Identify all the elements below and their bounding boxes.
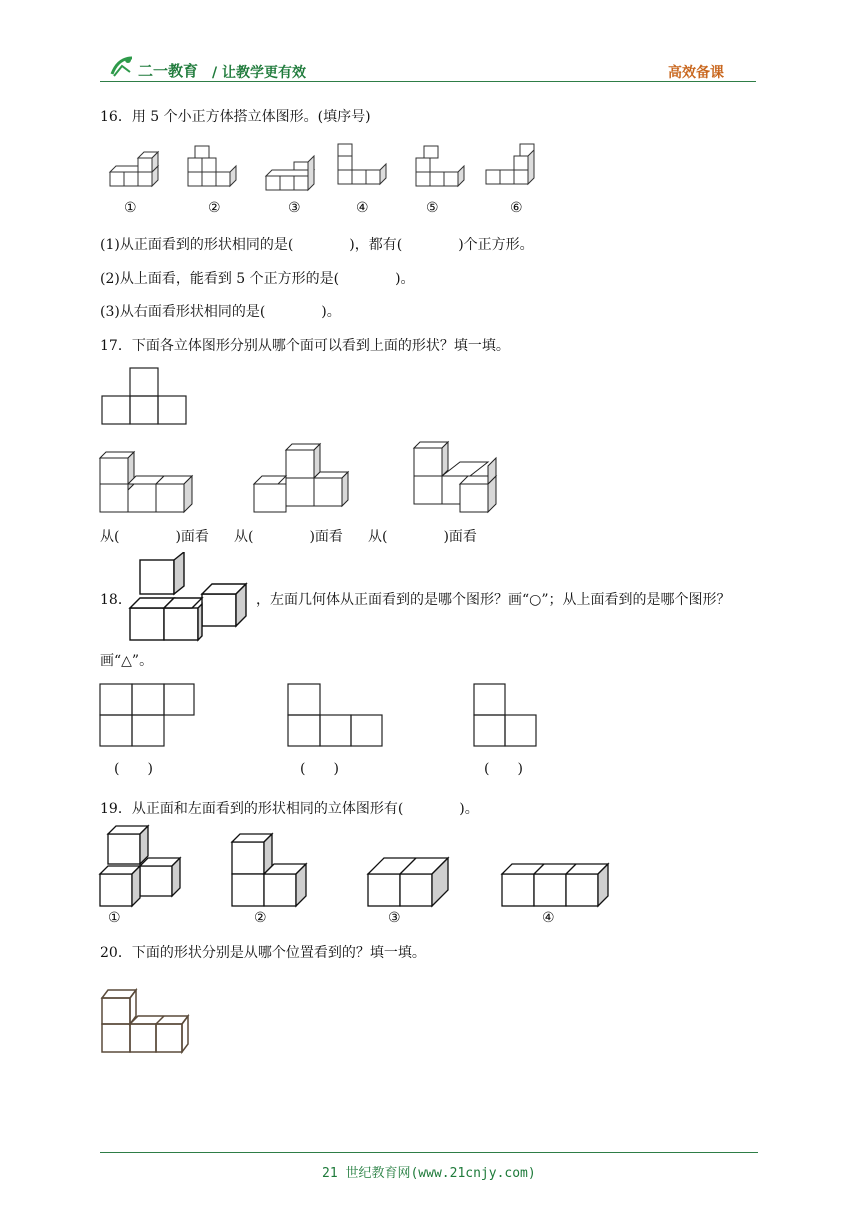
q17-solid-1 — [100, 452, 192, 512]
q16-figures — [100, 140, 560, 200]
q17-target-shape — [100, 364, 190, 426]
q16-shape-6 — [486, 144, 534, 184]
header-right-label: 高效备课 — [668, 65, 724, 81]
q19-label-4: ④ — [542, 910, 555, 926]
header-slogan: / 让教学更有效 — [212, 65, 306, 81]
q19-solid-4 — [502, 864, 608, 906]
q16-shape-2 — [188, 146, 236, 186]
q19-label-1: ① — [108, 910, 121, 926]
q16-label-4: ④ — [356, 200, 369, 216]
q16-label-1: ① — [124, 200, 137, 216]
footer-divider — [100, 1152, 758, 1153]
q19-label-3: ③ — [388, 910, 401, 926]
q18-title-cont: 画“△”。 — [100, 653, 154, 669]
q20-solid — [98, 984, 194, 1056]
q18-title: ，左面几何体从正面看到的是哪个图形？画“○”；从上面看到的是哪个图形？ — [256, 592, 731, 608]
q17-title: 17．下面各立体图形分别从哪个面可以看到上面的形状？填一填。 — [100, 338, 510, 354]
footer-text: 21 世纪教育网(www.21cnjy.com) — [322, 1166, 536, 1181]
q18-answer-1[interactable]: ( ) — [114, 761, 153, 777]
q17-blank-2[interactable]: 从( )面看 — [234, 529, 343, 545]
q18-option-3-shape — [472, 682, 538, 748]
q16-part-2: (2)从上面看，能看到 5 个正方形的是( )。 — [100, 271, 415, 287]
q17-blank-3[interactable]: 从( )面看 — [368, 529, 477, 545]
q18-number: 18． — [100, 592, 132, 608]
q16-label-5: ⑤ — [426, 200, 439, 216]
q18-solid — [128, 552, 256, 644]
header-divider — [100, 81, 756, 82]
q19-title: 19．从正面和左面看到的形状相同的立体图形有( )。 — [100, 801, 479, 817]
header-brand: 二一教育 — [138, 62, 199, 80]
q16-part-1: (1)从正面看到的形状相同的是( )，都有( )个正方形。 — [100, 237, 534, 253]
q16-part-3: (3)从右面看形状相同的是( )。 — [100, 304, 341, 320]
q18-answer-3[interactable]: ( ) — [484, 761, 523, 777]
q19-solid-3 — [368, 858, 448, 906]
q18-option-1-shape — [98, 682, 196, 748]
q16-label-6: ⑥ — [510, 200, 523, 216]
q17-solid-2 — [254, 444, 348, 512]
header-logo-icon — [108, 54, 136, 78]
q16-shape-4 — [338, 144, 386, 184]
q19-solid-2 — [232, 834, 306, 906]
q18-answer-2[interactable]: ( ) — [300, 761, 339, 777]
q16-label-2: ② — [208, 200, 221, 216]
q16-shape-3 — [266, 156, 314, 190]
q17-solid-3 — [414, 442, 496, 512]
q16-shape-5 — [416, 146, 464, 186]
q19-solid-1 — [100, 826, 180, 906]
q19-shapes — [98, 820, 618, 910]
q16-label-3: ③ — [288, 200, 301, 216]
q18-option-2-shape — [286, 682, 384, 748]
q16-title: 16．用 5 个小正方体搭立体图形。(填序号) — [100, 109, 371, 125]
q20-title: 20．下面的形状分别是从哪个位置看到的？填一填。 — [100, 945, 426, 961]
q19-label-2: ② — [254, 910, 267, 926]
q17-shapes — [96, 436, 526, 518]
q16-shape-1 — [110, 152, 158, 186]
q17-blank-1[interactable]: 从( )面看 — [100, 529, 209, 545]
